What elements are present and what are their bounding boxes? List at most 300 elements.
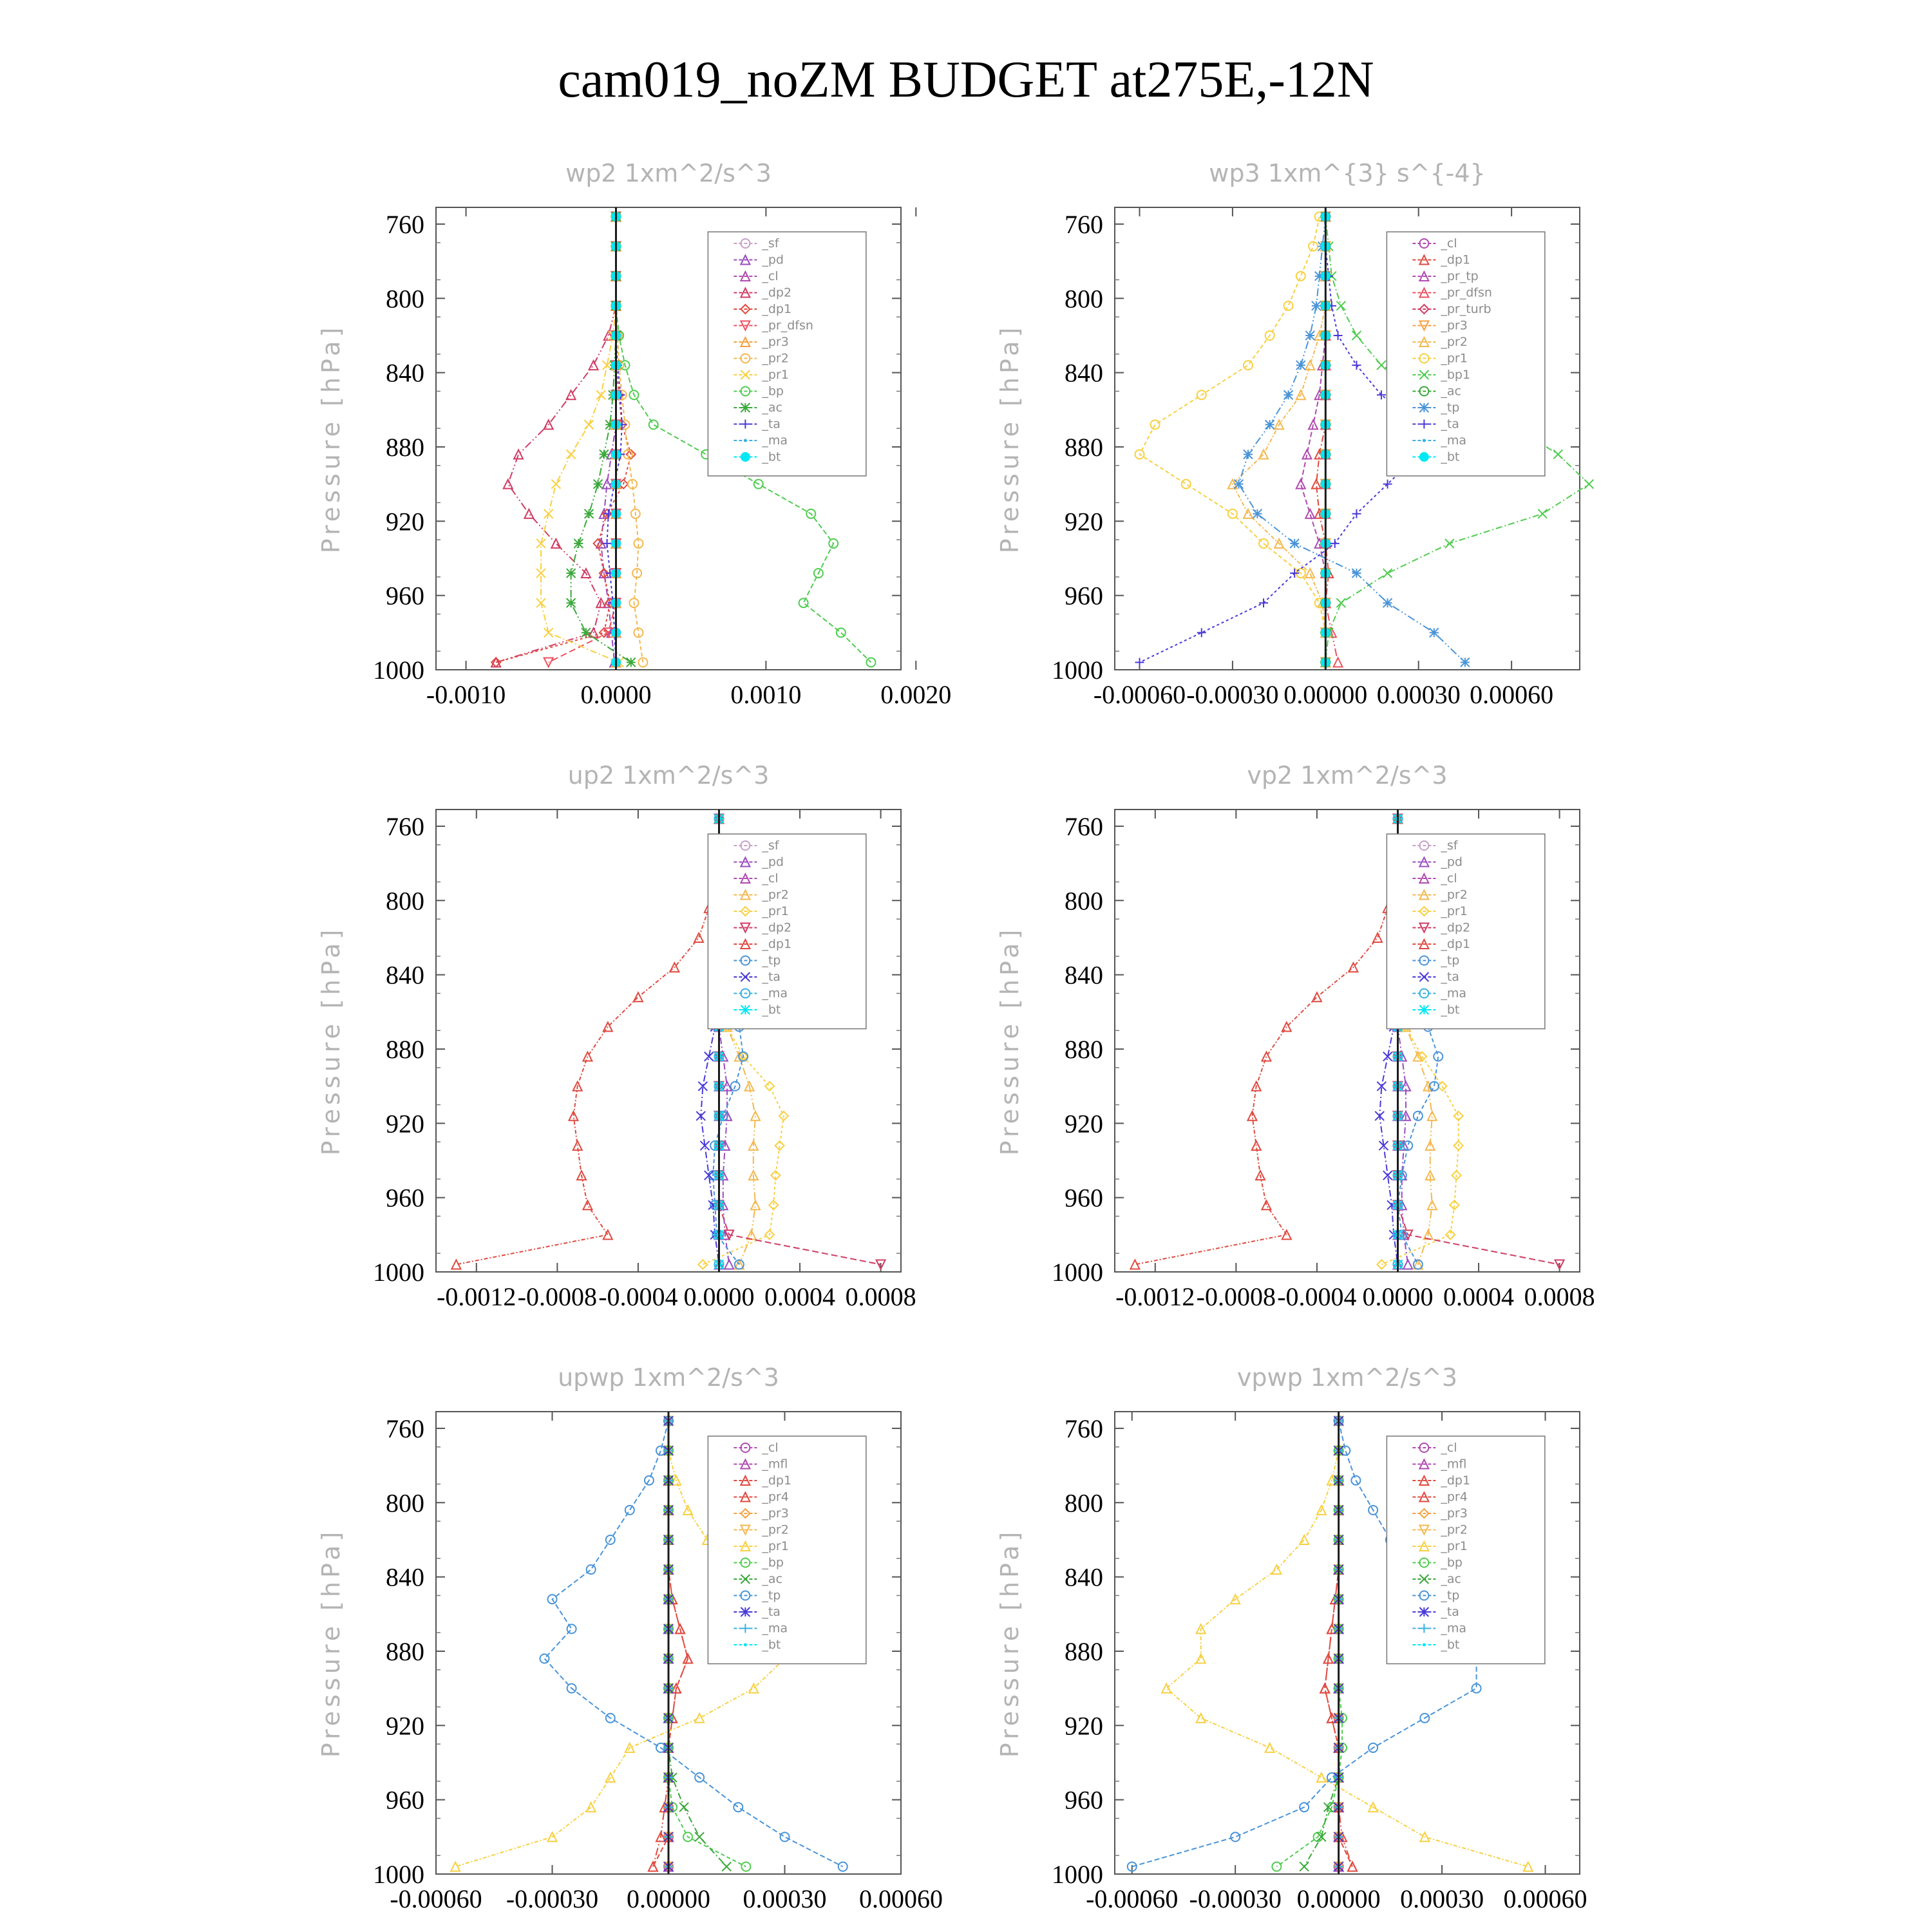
legend-label: _mfl: [762, 1457, 788, 1472]
data-point-ac: [722, 1862, 731, 1871]
data-point-ac: [695, 1832, 704, 1841]
legend-label: _pr4: [1441, 1490, 1468, 1504]
data-point-dp1: [1262, 1200, 1271, 1209]
series-line-pr2: [1233, 216, 1325, 662]
data-point-tp: [1414, 1112, 1423, 1121]
x-tick-label: 0.0004: [764, 1282, 836, 1311]
x-tick-label: -0.00030: [1186, 680, 1279, 709]
data-point-dp2: [551, 539, 560, 548]
data-point-pr1: [1309, 242, 1318, 251]
legend-label: _ma: [762, 433, 788, 448]
data-point-bp1: [1352, 331, 1361, 340]
data-point-bp1: [1336, 598, 1345, 607]
y-tick-label: 800: [386, 1488, 424, 1518]
data-point-tp: [1383, 598, 1392, 607]
data-point-ta: [1331, 539, 1340, 548]
x-tick-label: 0.00030: [743, 1884, 827, 1913]
y-tick-label: 880: [386, 1034, 424, 1064]
data-point-tp: [1231, 1832, 1240, 1841]
legend-label: _pr1: [1441, 351, 1468, 366]
y-tick-label: 880: [386, 432, 424, 462]
y-tick-label: 960: [386, 581, 424, 611]
data-point-tp: [781, 1832, 790, 1841]
data-point-dp1: [634, 992, 643, 1001]
data-point-tp: [1430, 628, 1439, 637]
data-point-pr1: [451, 1862, 460, 1871]
legend-label: _ta: [1441, 1605, 1459, 1619]
series-line-pr4: [653, 1421, 688, 1866]
x-tick-label: 0.00030: [1400, 1884, 1484, 1913]
x-tick-label: 0.00030: [1376, 680, 1461, 709]
legend-label: _tp: [762, 953, 781, 968]
legend-label: _cl: [1441, 871, 1457, 886]
legend-label: _pr_turb: [1441, 302, 1492, 316]
legend-label: _dp1: [762, 302, 792, 316]
x-tick-label: -0.0012: [437, 1282, 516, 1311]
data-point-ac: [600, 450, 609, 459]
legend-label: _tp: [762, 1588, 781, 1603]
data-point-pr2: [1428, 1200, 1437, 1209]
data-point-pr2: [1259, 450, 1268, 459]
x-tick-label: 0.0000: [1362, 1282, 1434, 1311]
data-point-ac: [585, 509, 594, 518]
chart-panel-4: [996, 761, 1595, 1311]
data-point-pr1: [1284, 301, 1293, 310]
data-point-pr1: [1317, 1773, 1326, 1782]
data-point-ac: [574, 539, 583, 548]
x-tick-label: -0.0008: [1196, 1282, 1276, 1311]
y-tick-label: 800: [1065, 886, 1103, 916]
legend-label: _cl: [1441, 1441, 1457, 1455]
legend-label: _pr1: [762, 368, 789, 382]
x-tick-label: 0.00060: [1470, 680, 1554, 709]
legend-label: _sf: [1441, 838, 1458, 853]
data-point-pr1: [1296, 272, 1305, 281]
y-axis-label: Pressure [hPa]: [996, 925, 1024, 1156]
legend-label: _sf: [762, 838, 779, 853]
legend-label: _dp1: [1441, 252, 1471, 267]
data-point-tp: [1244, 450, 1253, 459]
legend-label: _dp2: [1441, 920, 1471, 935]
data-point-pr1: [544, 628, 553, 637]
series-line-pr_dfsn: [1325, 216, 1338, 662]
series-line-pr2: [616, 216, 643, 662]
data-point-tp: [567, 1624, 576, 1633]
y-tick-label: 760: [1065, 209, 1103, 239]
y-tick-label: 920: [1065, 507, 1103, 536]
y-tick-label: 800: [386, 284, 424, 314]
legend-marker: [741, 1607, 750, 1616]
series-line-dp1: [1316, 216, 1329, 662]
y-tick-label: 760: [1065, 1414, 1103, 1443]
data-point-bp1: [1445, 539, 1454, 548]
y-tick-label: 800: [386, 886, 424, 916]
panel-title: vp2 1xm^2/s^3: [1247, 761, 1448, 790]
legend-label: _ac: [1441, 384, 1461, 399]
data-point-bp1: [1538, 509, 1547, 518]
legend-label: _pr3: [762, 1506, 789, 1520]
legend-label: _pr3: [1441, 1506, 1468, 1520]
legend-label: _sf: [762, 236, 779, 251]
data-point-dp1: [1312, 992, 1321, 1001]
data-point-pd: [1403, 1260, 1412, 1269]
data-point-pr1: [587, 1803, 596, 1812]
legend-label: _bp1: [1441, 368, 1471, 382]
data-point-tp: [1265, 420, 1274, 429]
data-point-pr_dfsn: [544, 658, 553, 667]
legend-label: _ta: [1441, 417, 1459, 431]
legend-label: _bt: [762, 450, 781, 464]
legend-marker: [1419, 1607, 1428, 1616]
data-point-dp1: [694, 933, 703, 942]
legend-label: _ma: [762, 1621, 788, 1636]
data-point-pr_tp: [1305, 509, 1314, 518]
legend-marker: [1423, 439, 1426, 442]
legend-label: _pd: [1441, 855, 1463, 869]
x-tick-label: 0.00000: [1296, 1884, 1381, 1913]
data-point-pr1: [1377, 1260, 1386, 1269]
legend-label: _bt: [762, 1638, 781, 1652]
x-tick-label: -0.0012: [1115, 1282, 1195, 1311]
series-line-dp1: [1135, 819, 1397, 1264]
legend-label: _pr2: [762, 887, 789, 902]
data-point-bp: [649, 420, 658, 429]
y-tick-label: 760: [386, 811, 424, 841]
y-axis-label: Pressure [hPa]: [996, 1528, 1024, 1758]
x-tick-label: -0.00030: [506, 1884, 599, 1913]
x-tick-label: 0.0008: [1524, 1282, 1595, 1311]
x-tick-label: 0.00060: [859, 1884, 943, 1913]
legend-label: _pr2: [1441, 1522, 1468, 1537]
legend-marker: [744, 1643, 747, 1647]
legend-label: _dp1: [762, 937, 792, 951]
y-tick-label: 760: [386, 1414, 424, 1443]
legend-label: _pr_tp: [1441, 269, 1479, 283]
legend-label: _ma: [762, 986, 788, 1001]
x-tick-label: 0.0010: [730, 680, 802, 709]
legend-label: _cl: [762, 269, 779, 283]
legend-label: _dp1: [1441, 1473, 1471, 1488]
data-point-ac: [567, 569, 576, 578]
legend-label: _bp: [1441, 1555, 1463, 1570]
data-point-bp1: [1553, 450, 1562, 459]
y-tick-label: 960: [1065, 1785, 1103, 1815]
y-tick-label: 800: [1065, 284, 1103, 314]
legend-label: _ta: [762, 970, 781, 984]
data-point-pr2: [1428, 1112, 1437, 1121]
data-point-dp2: [589, 361, 598, 370]
legend-label: _pr2: [1441, 335, 1468, 349]
y-tick-label: 880: [1065, 432, 1103, 462]
panel-title: upwp 1xm^2/s^3: [558, 1363, 779, 1392]
data-point-dp1: [1373, 933, 1382, 942]
y-tick-label: 920: [386, 1711, 424, 1741]
y-tick-label: 960: [386, 1183, 424, 1213]
legend-label: _pr1: [1441, 1539, 1468, 1553]
chart-panel-3: [317, 761, 916, 1311]
data-point-ac: [679, 1803, 688, 1812]
legend-label: _pr2: [762, 1522, 789, 1537]
y-tick-label: 880: [1065, 1034, 1103, 1064]
data-point-tp: [1305, 331, 1314, 340]
x-tick-label: -0.00060: [1093, 680, 1186, 709]
y-tick-label: 960: [386, 1785, 424, 1815]
legend-label: _pr2: [1441, 887, 1468, 902]
data-point-tp: [734, 1803, 743, 1812]
data-point-dp2: [491, 658, 500, 667]
data-point-ac: [582, 628, 591, 637]
y-tick-label: 1000: [373, 656, 424, 685]
y-tick-label: 920: [386, 1109, 424, 1139]
y-axis-label: Pressure [hPa]: [317, 1528, 345, 1758]
legend-label: _ta: [762, 417, 781, 431]
data-point-pr1: [536, 598, 545, 607]
x-tick-label: -0.0004: [1277, 1282, 1357, 1311]
y-tick-label: 840: [1065, 1562, 1103, 1592]
series-line-ta: [1140, 216, 1419, 662]
x-tick-label: 0.0004: [1443, 1282, 1515, 1311]
chart-panel-5: [317, 1363, 943, 1913]
legend-label: _ac: [762, 1572, 782, 1586]
y-tick-label: 960: [1065, 581, 1103, 611]
legend-label: _pr2: [762, 351, 789, 366]
data-point-pr1: [1265, 1743, 1274, 1752]
legend-label: _pr_dfsn: [1441, 285, 1492, 300]
panel-title: up2 1xm^2/s^3: [567, 761, 770, 790]
y-tick-label: 1000: [373, 1860, 424, 1889]
x-tick-label: 0.0000: [580, 680, 652, 709]
legend-label: _bp: [762, 1555, 784, 1570]
data-point-ac: [567, 598, 576, 607]
x-tick-label: 0.0020: [880, 680, 952, 709]
data-point-pr4: [1320, 1684, 1329, 1693]
y-tick-label: 840: [1065, 358, 1103, 388]
legend-marker: [744, 439, 747, 442]
data-point-ac: [627, 658, 636, 667]
data-point-bp1: [1584, 480, 1593, 489]
legend-label: _tp: [1441, 953, 1460, 968]
data-point-tp: [1461, 658, 1470, 667]
legend-marker: [1419, 1005, 1428, 1014]
data-point-dp2: [524, 509, 533, 518]
data-point-pr1: [1244, 361, 1253, 370]
data-point-ta: [1135, 658, 1144, 667]
data-point-tp: [540, 1654, 549, 1663]
x-tick-label: 0.0008: [845, 1282, 916, 1311]
y-tick-label: 800: [1065, 1488, 1103, 1518]
data-point-pr1: [1300, 1535, 1309, 1544]
x-tick-label: -0.0008: [517, 1282, 598, 1311]
data-point-pr2: [1305, 569, 1314, 578]
y-tick-label: 840: [386, 358, 424, 388]
data-point-tp: [587, 1565, 596, 1574]
data-point-ac: [594, 480, 603, 489]
y-axis-label: Pressure [hPa]: [317, 925, 345, 1156]
legend-label: _cl: [762, 1441, 779, 1455]
data-point-pr1: [1272, 1565, 1281, 1574]
data-point-pr1: [567, 450, 576, 459]
x-tick-label: -0.0010: [426, 680, 506, 709]
x-tick-label: 0.00000: [627, 1884, 710, 1913]
legend-label: _ma: [1441, 1621, 1467, 1636]
y-tick-label: 760: [1065, 811, 1103, 841]
legend-marker: [741, 1005, 750, 1014]
legend-label: _bp: [762, 384, 784, 399]
y-tick-label: 840: [386, 960, 424, 990]
x-tick-label: -0.00030: [1189, 1884, 1282, 1913]
series-line-pr1: [1140, 216, 1326, 662]
data-point-bp1: [1383, 569, 1392, 578]
legend-label: _bt: [1441, 1003, 1460, 1017]
legend-label: _dp2: [762, 285, 792, 300]
legend-label: _ac: [1441, 1572, 1461, 1586]
legend-marker: [1419, 453, 1428, 462]
data-point-pr1: [765, 1082, 774, 1091]
data-point-bp: [837, 628, 846, 637]
legend-label: _ma: [1441, 433, 1467, 448]
data-point-pr1: [1524, 1862, 1533, 1871]
data-point-tp: [1284, 390, 1293, 399]
data-point-pr_tp: [1302, 450, 1311, 459]
y-tick-label: 840: [1065, 960, 1103, 990]
x-tick-label: 0.00000: [1283, 680, 1368, 709]
data-point-pr1: [698, 1260, 707, 1269]
legend-label: _pr1: [762, 1539, 789, 1553]
data-point-tp: [1235, 480, 1244, 489]
data-point-pr1: [551, 480, 560, 489]
data-point-ta: [1197, 628, 1206, 637]
panel-title: vpwp 1xm^2/s^3: [1236, 1363, 1458, 1392]
legend-label: _ma: [1441, 986, 1467, 1001]
y-axis-label: Pressure [hPa]: [317, 323, 345, 554]
legend-label: _dp1: [762, 1473, 792, 1488]
data-point-tp: [1253, 509, 1262, 518]
data-point-dp2: [504, 480, 513, 489]
data-point-ta: [1334, 331, 1343, 340]
panel-title: wp3 1xm^{3} s^{-4}: [1209, 159, 1486, 187]
legend-label: _pr_dfsn: [762, 318, 813, 333]
data-point-pr2: [751, 1200, 760, 1209]
y-tick-label: 840: [386, 1562, 424, 1592]
data-point-pr2: [751, 1112, 760, 1121]
legend-label: _mfl: [1441, 1457, 1467, 1472]
legend-label: _pd: [762, 252, 784, 267]
y-tick-label: 880: [1065, 1636, 1103, 1666]
legend-label: _tp: [1441, 401, 1460, 415]
series-line-ac: [1304, 1421, 1339, 1866]
legend-label: _bt: [1441, 450, 1460, 464]
data-point-pr2: [1244, 509, 1253, 518]
series-line-dp2: [496, 216, 616, 662]
data-point-dp1: [1262, 1052, 1271, 1061]
y-tick-label: 920: [386, 507, 424, 536]
data-point-bp: [1272, 1862, 1281, 1871]
data-point-tp: [1352, 569, 1361, 578]
data-point-ta: [1259, 598, 1268, 607]
data-point-pd: [724, 1260, 734, 1269]
legend-label: _ta: [762, 1605, 781, 1619]
data-point-tp: [625, 1506, 634, 1515]
chart-panel-6: [996, 1363, 1587, 1913]
data-point-dp2: [514, 450, 523, 459]
legend-marker: [741, 453, 750, 462]
legend-label: _ta: [1441, 970, 1459, 984]
y-tick-label: 1000: [1052, 1258, 1103, 1287]
chart-panel-1: [317, 159, 951, 709]
chart-panel-2: [996, 159, 1593, 709]
legend-label: _tp: [1441, 1588, 1460, 1603]
data-point-bp1: [1377, 361, 1386, 370]
y-tick-label: 920: [1065, 1109, 1103, 1139]
legend-label: _pr3: [762, 335, 789, 349]
data-point-pr1: [1197, 1654, 1206, 1663]
legend-marker: [1419, 403, 1428, 412]
legend-label: _cl: [762, 871, 779, 886]
data-point-pr_tp: [1296, 480, 1305, 489]
legend-marker: [1423, 1643, 1426, 1647]
legend-marker: [741, 403, 750, 412]
y-tick-label: 1000: [1052, 1860, 1103, 1889]
legend-label: _cl: [1441, 236, 1457, 251]
x-tick-label: -0.0004: [598, 1282, 678, 1311]
y-axis-label: Pressure [hPa]: [996, 323, 1024, 554]
series-line-dp1: [496, 216, 631, 662]
y-tick-label: 760: [386, 209, 424, 239]
y-tick-label: 960: [1065, 1183, 1103, 1213]
data-point-bp1: [1336, 301, 1345, 310]
legend-label: _bt: [762, 1003, 781, 1017]
legend-label: _pr1: [1441, 904, 1468, 918]
series-line-bp: [1276, 1421, 1342, 1866]
series-line-dp1: [456, 819, 719, 1264]
series-line-pr_dfsn: [549, 216, 616, 662]
data-point-tp: [1296, 361, 1305, 370]
x-tick-label: 0.00060: [1503, 1884, 1587, 1913]
data-point-dp1: [583, 1052, 592, 1061]
legend-label: _pd: [762, 855, 784, 869]
data-point-bp: [799, 598, 808, 607]
data-point-pr1: [544, 509, 553, 518]
data-point-pr1: [1182, 480, 1191, 489]
y-tick-label: 1000: [1052, 656, 1103, 685]
data-point-ac: [1300, 1862, 1309, 1871]
series-line-dp1: [653, 1421, 688, 1866]
data-point-bp: [741, 1862, 750, 1871]
data-point-ta: [1352, 361, 1361, 370]
data-point-tp: [1290, 539, 1299, 548]
y-tick-label: 1000: [373, 1258, 424, 1287]
y-tick-label: 880: [386, 1636, 424, 1666]
data-point-ta: [603, 539, 612, 548]
data-point-tp: [1312, 301, 1321, 310]
data-point-dp1: [583, 1200, 592, 1209]
x-tick-label: -0.00060: [390, 1884, 482, 1913]
series-line-ta: [607, 216, 622, 662]
data-point-pr1: [585, 420, 594, 429]
legend-label: _bt: [1441, 1638, 1460, 1652]
legend-label: _pr4: [762, 1490, 789, 1504]
legend-label: _pr3: [1441, 318, 1468, 333]
legend-label: _pr1: [762, 904, 789, 918]
figure-title: cam019_noZM BUDGET at275E,-12N: [558, 52, 1374, 108]
y-tick-label: 920: [1065, 1711, 1103, 1741]
panel-title: wp2 1xm^2/s^3: [565, 159, 772, 187]
legend-label: _dp2: [762, 920, 792, 935]
x-tick-label: -0.00060: [1086, 1884, 1179, 1913]
x-tick-label: 0.0000: [683, 1282, 755, 1311]
legend-label: _dp1: [1441, 937, 1471, 951]
legend-label: _ac: [762, 401, 782, 415]
